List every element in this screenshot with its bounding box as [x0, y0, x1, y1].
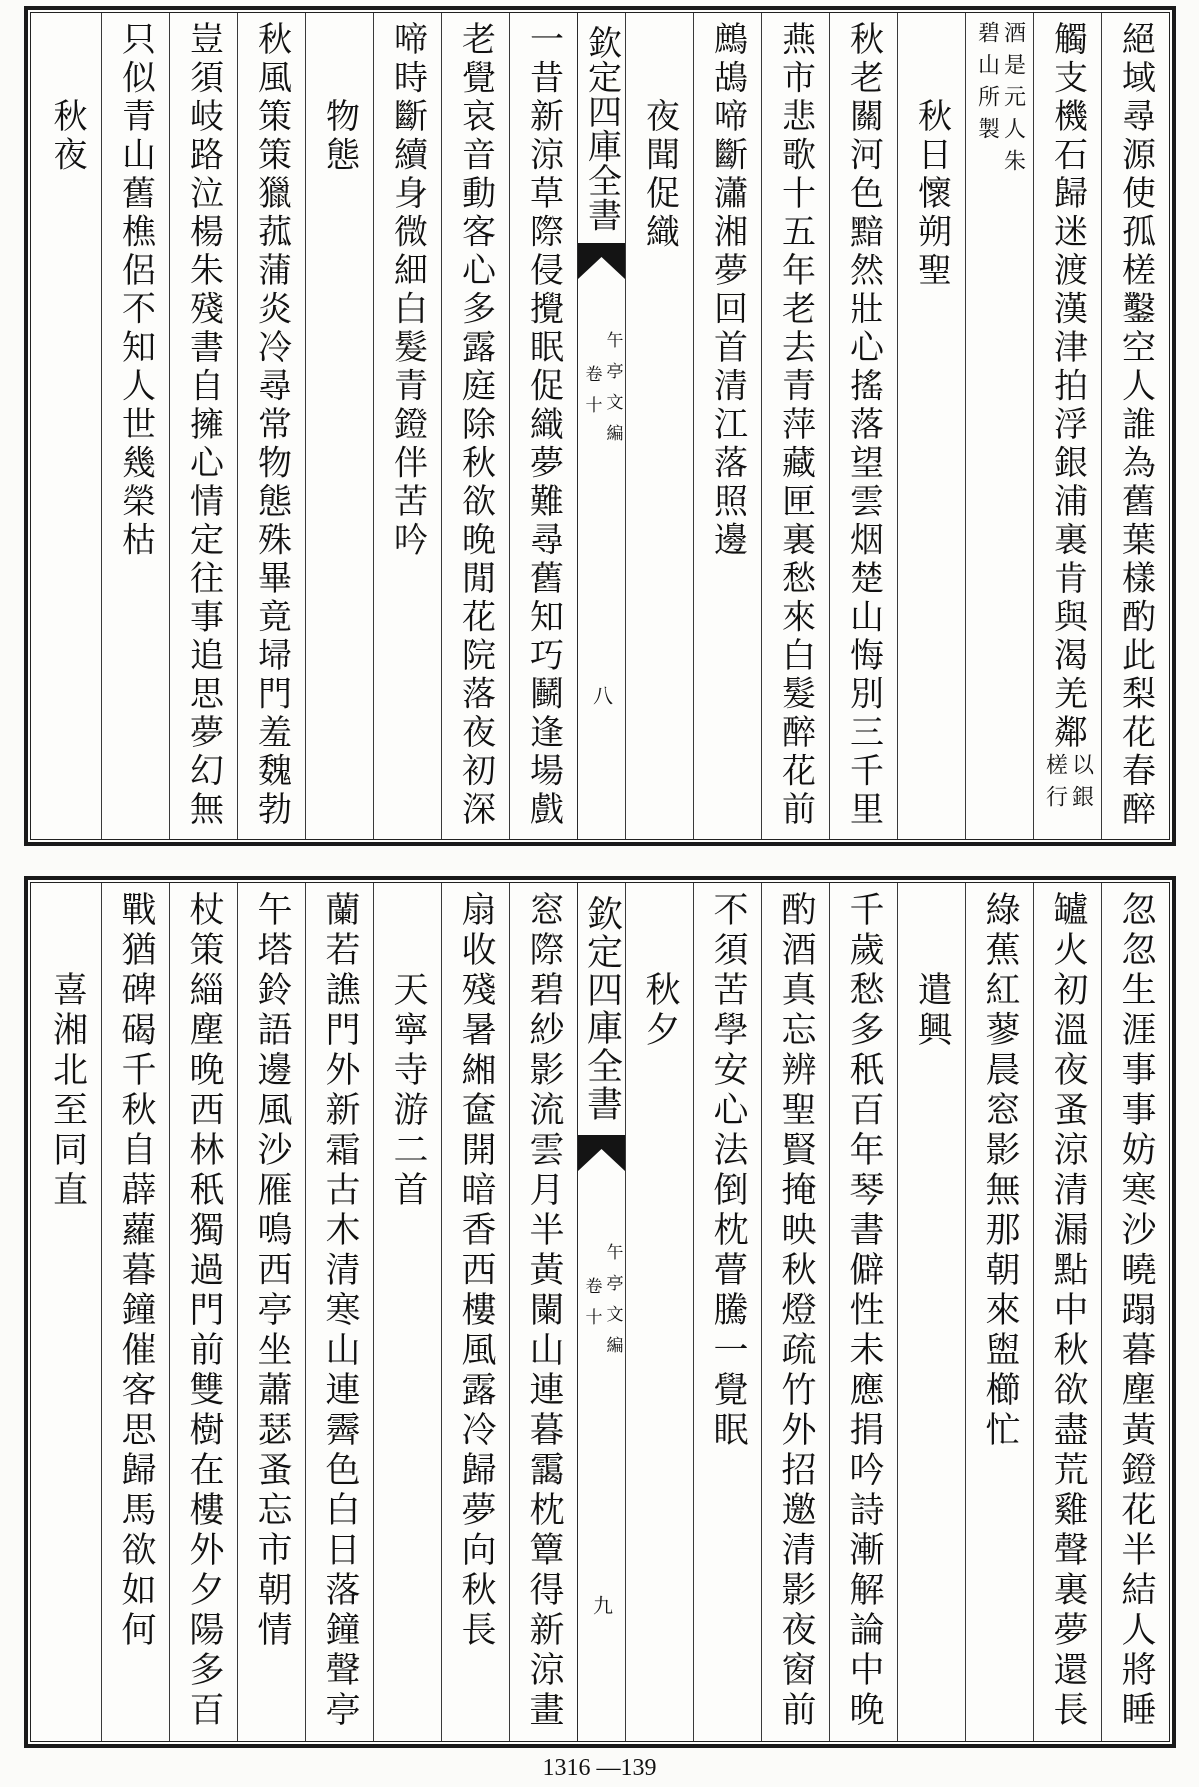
verse-text: 秋風策策獵菰蒲炎冷尋常物態殊畢竟埽門羞魏勃: [251, 21, 292, 830]
verse-text: 戰猶碑碣千秋自薜蘿暮鐘催客思歸馬欲如何: [116, 891, 156, 1651]
volume-label: 卷十: [581, 1277, 602, 1339]
verse-text: 一昔新涼草際侵攪眠促織夢難尋舊知巧鬭逢場戲: [523, 21, 564, 830]
verse-text: 不須苦學安心法倒枕瞢騰一覺眠: [708, 891, 748, 1451]
poem-title: 喜湘北至同直: [47, 971, 88, 1211]
text-column: [441, 883, 509, 1741]
center-caption: [578, 1243, 625, 1367]
poem-title: 秋日懷朔聖: [911, 98, 952, 291]
page-frame-bottom: [24, 876, 1176, 1748]
note-line-left: 碧山所製: [974, 21, 1000, 149]
poem-title: 秋夕: [640, 971, 680, 1051]
title-column: [897, 13, 965, 839]
text-column: [1033, 883, 1101, 1741]
text-column: [373, 13, 441, 839]
title-column: [625, 13, 693, 839]
page-columns: [30, 12, 1170, 840]
text-column: [101, 883, 169, 1741]
text-column: [965, 883, 1033, 1741]
annotation-note: [1044, 753, 1092, 817]
verse-text: 扇收殘暑緗奩開暗香西樓風露冷歸夢向秋長: [456, 891, 496, 1651]
text-column: [761, 13, 829, 839]
poem-title: 物態: [319, 98, 360, 175]
annotation-note: [976, 21, 1024, 181]
note-line-left: 槎行: [1042, 752, 1068, 817]
leaf-number: 八: [589, 685, 614, 705]
center-gutter: [577, 13, 625, 839]
poem-title: 夜聞促織: [639, 98, 680, 252]
text-column: [101, 13, 169, 839]
verse-text: 啼時斷續身微細白髮青鐙伴苦吟: [387, 21, 428, 560]
poem-title: 天寧寺游二首: [388, 971, 428, 1211]
note-line-right: 酒是元人朱: [1000, 21, 1026, 181]
title-column: [33, 883, 101, 1741]
text-column: [237, 883, 305, 1741]
verse-text: 燕市悲歌十五年老去青萍藏匣裏愁來白髮醉花前: [775, 21, 816, 830]
collection-title: 午亭文編: [602, 331, 623, 455]
title-column: [897, 883, 965, 1741]
fishtail-mark: [578, 1135, 625, 1175]
verse-text: 午塔鈴語邊風沙雁鳴西亭坐蕭瑟蚤忘市朝情: [252, 891, 292, 1651]
text-column: [1033, 13, 1101, 839]
poem-title: 遣興: [912, 971, 952, 1051]
center-book-title: 欽定四庫全書: [581, 895, 623, 1123]
verse-text: 秋老關河色黯然壯心搖落望雲烟楚山悔別三千里: [843, 21, 884, 830]
verse-text: 杖策緇塵晚西林秖獨過門前雙樹在樓外夕陽多百: [184, 891, 224, 1731]
verse-text: 綠蕉紅蓼晨窓影無那朝來盥櫛忙: [980, 891, 1020, 1451]
text-column: [829, 13, 897, 839]
text-column: [305, 883, 373, 1741]
verse-text: 忽忽生涯事事妨寒沙曉蹋暮塵黃鐙花半結人將睡: [1116, 891, 1156, 1731]
text-column: [1101, 13, 1169, 839]
volume-label: 卷十: [581, 365, 602, 427]
fishtail-mark: [578, 243, 625, 283]
title-column: [305, 13, 373, 839]
text-column: [693, 13, 761, 839]
poem-title: 秋夜: [47, 98, 87, 175]
verse-text: 罏火初溫夜蚤涼清漏點中秋欲盡荒雞聲裏夢還長: [1048, 891, 1088, 1731]
text-column: [965, 13, 1033, 839]
text-column: [693, 883, 761, 1741]
verse-text: 千歲愁多秖百年琴書僻性未應捐吟詩漸解論中晚: [844, 891, 884, 1731]
verse-text: 豈須岐路泣楊朱殘書自擁心情定往事追思夢幻無: [183, 21, 224, 830]
page-columns: [30, 882, 1170, 1742]
text-column: [761, 883, 829, 1741]
page-frame-top: [24, 6, 1176, 846]
verse-text: 只似青山舊樵侶不知人世幾榮枯: [115, 21, 156, 560]
center-gutter: [577, 883, 625, 1741]
title-column: [373, 883, 441, 1741]
text-column: [169, 883, 237, 1741]
leaf-number: 九: [589, 1595, 614, 1615]
verse-text: 絕域尋源使孤槎鑿空人誰為舊葉樣酌此梨花春醉: [1115, 21, 1156, 830]
title-column: [625, 883, 693, 1741]
verse-text: 酌酒真忘辨聖賢掩映秋燈疏竹外招邀清影夜窗前: [776, 891, 816, 1731]
center-book-title: 欽定四庫全書: [581, 25, 622, 232]
verse-text: 窓際碧紗影流雲月半黃闌山連暮靄枕簟得新涼畫: [524, 891, 564, 1731]
text-column: [829, 883, 897, 1741]
verse-text: 蘭若譙門外新霜古木清寒山連霽色白日落鐘聲亭: [320, 891, 360, 1731]
verse-text: 鷓鴣啼斷瀟湘夢回首清江落照邊: [707, 21, 748, 560]
center-caption: [578, 331, 625, 455]
verse-text: 老覺哀音動客心多露庭除秋欲晚閒花院落夜初深: [455, 21, 496, 830]
text-column: [169, 13, 237, 839]
title-column: [33, 13, 101, 839]
text-column: [509, 13, 577, 839]
text-column: [1101, 883, 1169, 1741]
verse-text: 觸支機石歸迷渡漢津拍浮銀浦裏肯與渴羌鄰: [1047, 21, 1088, 753]
page-number: 1316 —139: [542, 1755, 657, 1781]
text-column: [441, 13, 509, 839]
note-line-right: 以銀: [1068, 752, 1094, 817]
text-column: [237, 13, 305, 839]
text-column: [509, 883, 577, 1741]
collection-title: 午亭文編: [602, 1243, 623, 1367]
